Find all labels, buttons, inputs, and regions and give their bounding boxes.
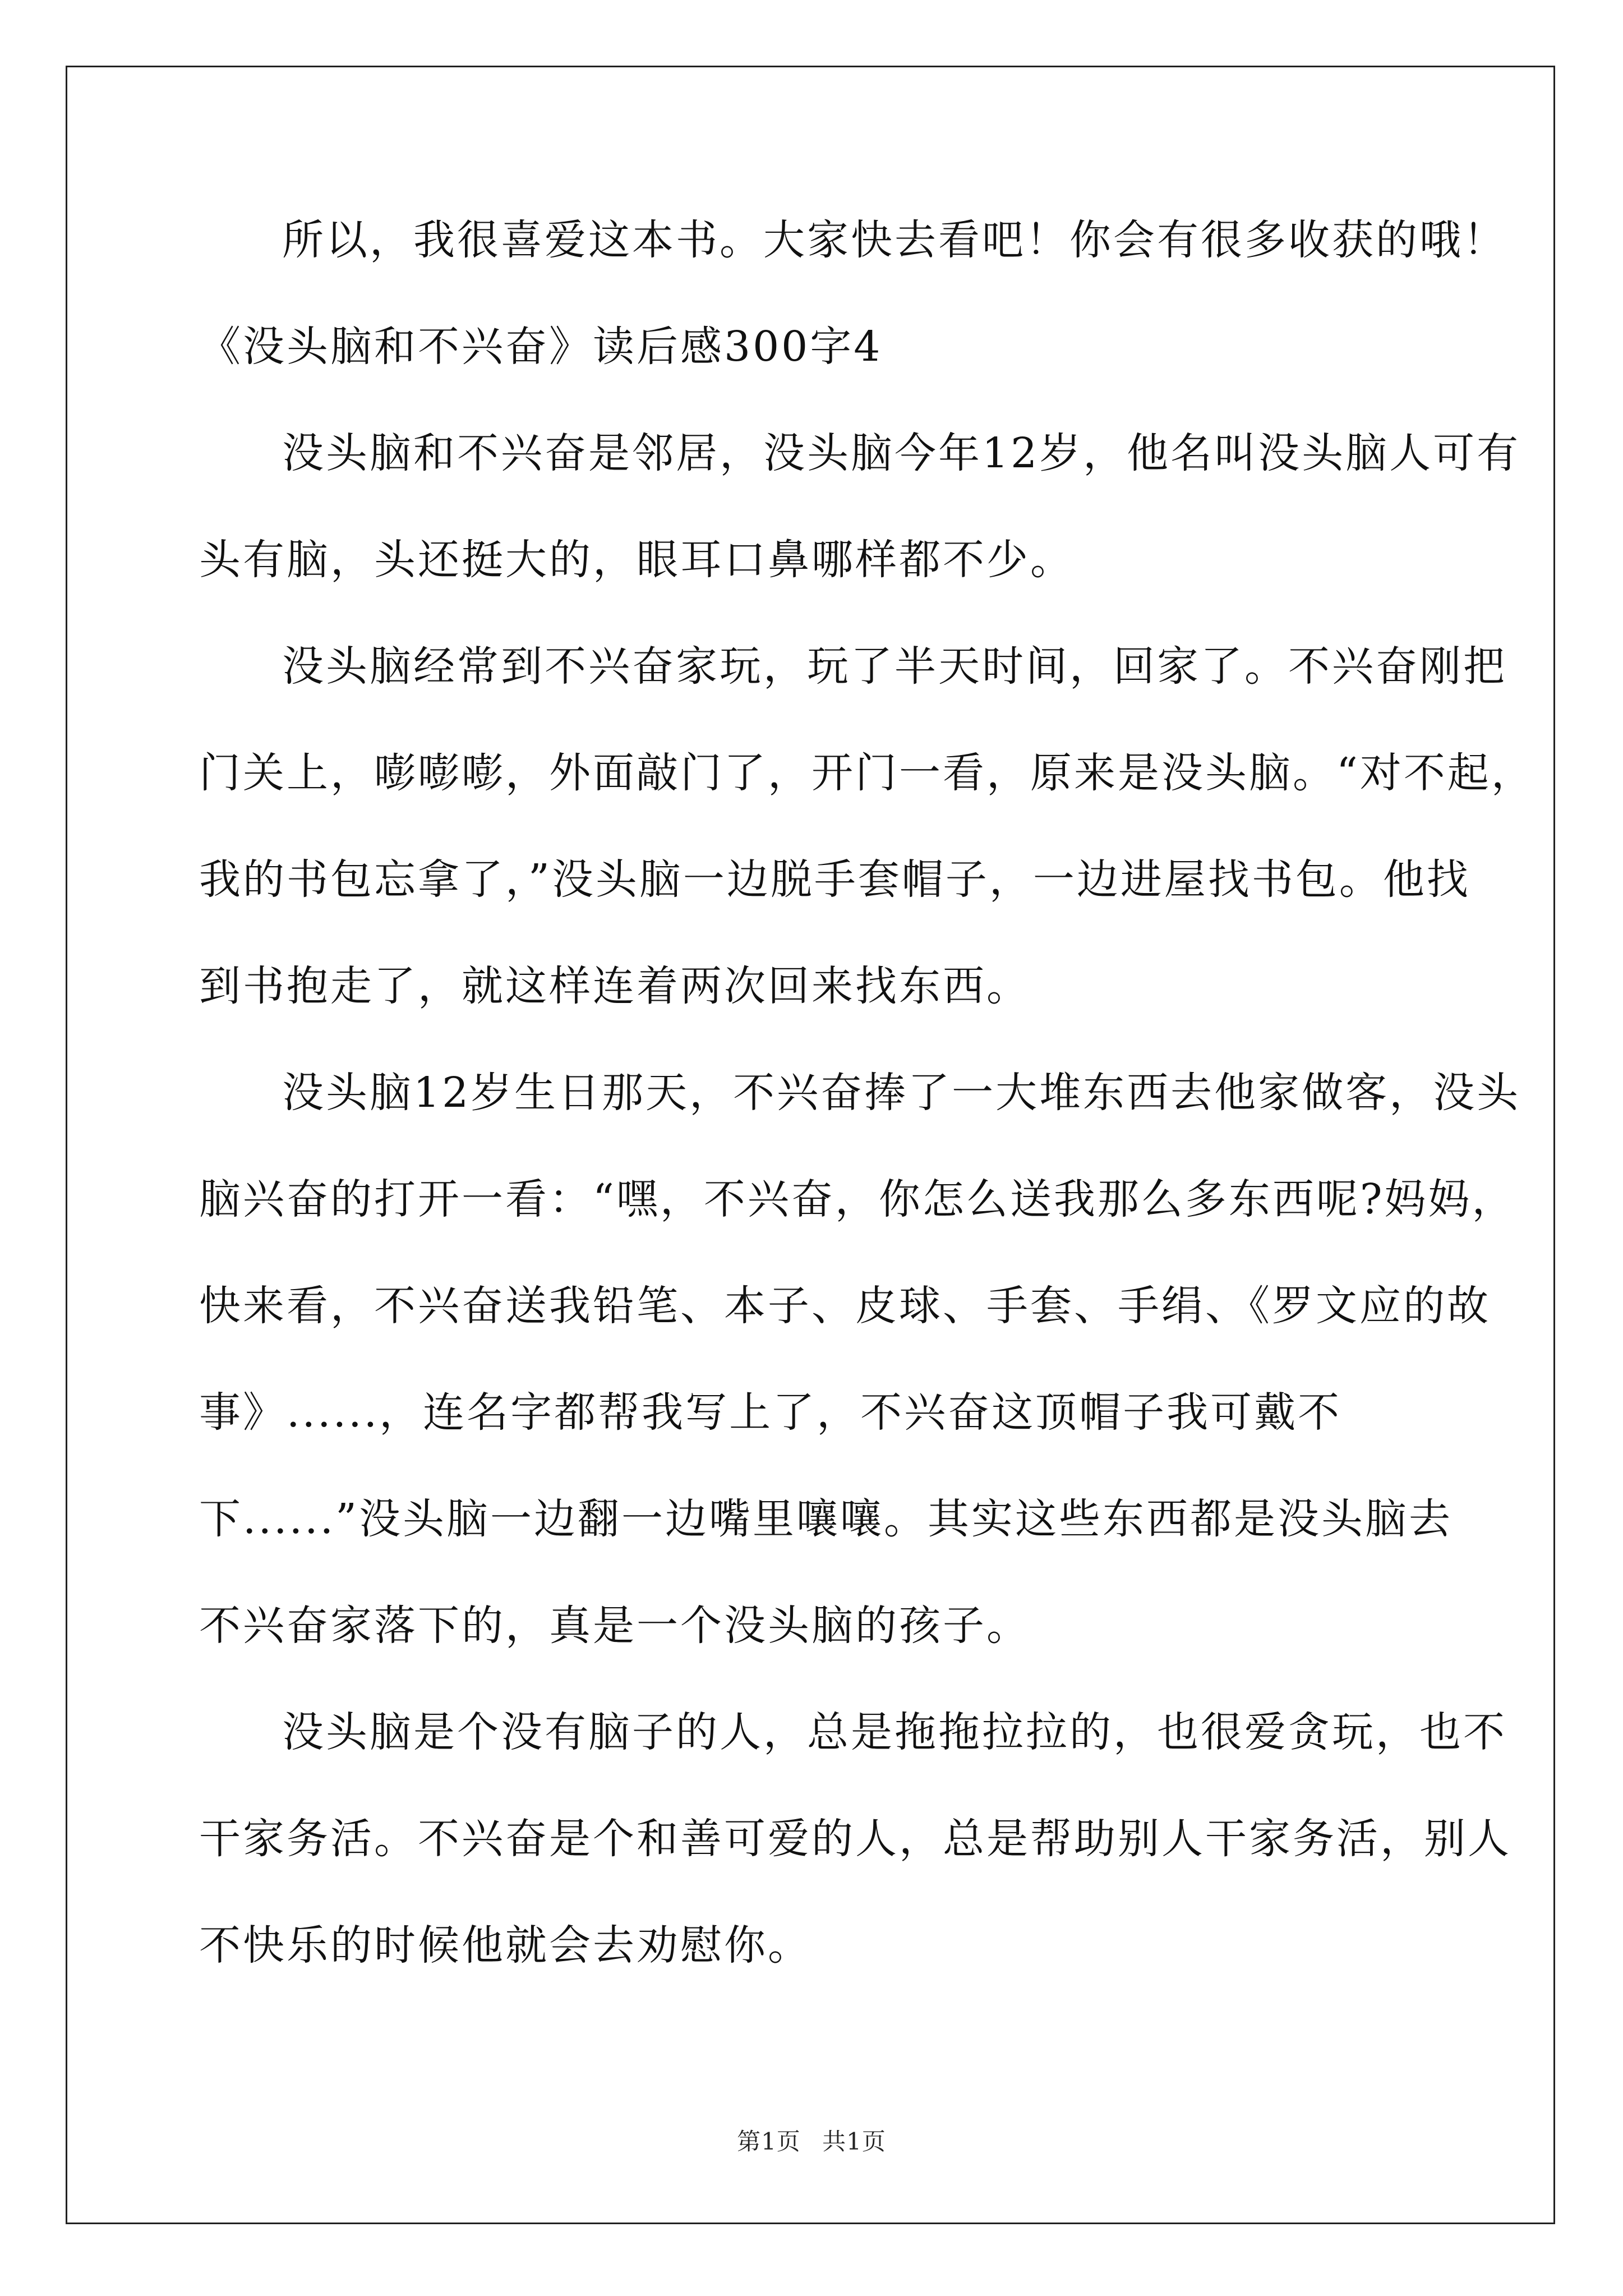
page-border xyxy=(66,66,1555,2224)
paragraph-line: 没头脑和不兴奋是邻居，没头脑今年12岁，他名叫没头脑人可有 xyxy=(282,429,1521,477)
paragraph-line: 事》......，连名字都帮我写上了，不兴奋这顶帽子我可戴不 xyxy=(199,1388,1342,1437)
paragraph-line: 到书抱走了，就这样连着两次回来找东西。 xyxy=(199,962,1030,1010)
paragraph-line: 不兴奋家落下的，真是一个没头脑的孩子。 xyxy=(199,1602,1030,1650)
paragraph-line: 干家务活。不兴奋是个和善可爱的人，总是帮助别人干家务活，别人 xyxy=(199,1815,1511,1863)
paragraph-line: 头有脑，头还挺大的，眼耳口鼻哪样都不少。 xyxy=(199,536,1074,584)
page-footer xyxy=(0,2125,1623,2159)
paragraph-line: 不快乐的时候他就会去劝慰你。 xyxy=(199,1921,811,1970)
paragraph-line: 脑兴奋的打开一看：“嘿，不兴奋，你怎么送我那么多东西呢?妈妈， xyxy=(199,1175,1516,1223)
paragraph-line: 我的书包忘拿了，”没头脑一边脱手套帽子，一边进屋找书包。他找 xyxy=(199,855,1470,904)
section-heading: 《没头脑和不兴奋》读后感300字4 xyxy=(199,323,883,371)
page-total: 共1页 xyxy=(822,2128,886,2155)
paragraph-line: 没头脑是个没有脑子的人，总是拖拖拉拉的，也很爱贪玩，也不 xyxy=(282,1708,1507,1756)
page-number: 第1页 xyxy=(737,2128,801,2155)
paragraph-line: 所以，我很喜爱这本书。大家快去看吧！你会有很多收获的哦！ xyxy=(282,216,1507,264)
paragraph-line: 没头脑12岁生日那天，不兴奋捧了一大堆东西去他家做客，没头 xyxy=(282,1069,1521,1117)
paragraph-line: 快来看，不兴奋送我铅笔、本子、皮球、手套、手绢、《罗文应的故 xyxy=(199,1282,1491,1330)
paragraph-line: 没头脑经常到不兴奋家玩，玩了半天时间，回家了。不兴奋刚把 xyxy=(282,642,1507,691)
paragraph-line: 下......”没头脑一边翻一边嘴里嚷嚷。其实这些东西都是没头脑去 xyxy=(199,1495,1453,1543)
paragraph-line: 门关上，嘭嘭嘭，外面敲门了，开门一看，原来是没头脑。“对不起， xyxy=(199,749,1535,797)
